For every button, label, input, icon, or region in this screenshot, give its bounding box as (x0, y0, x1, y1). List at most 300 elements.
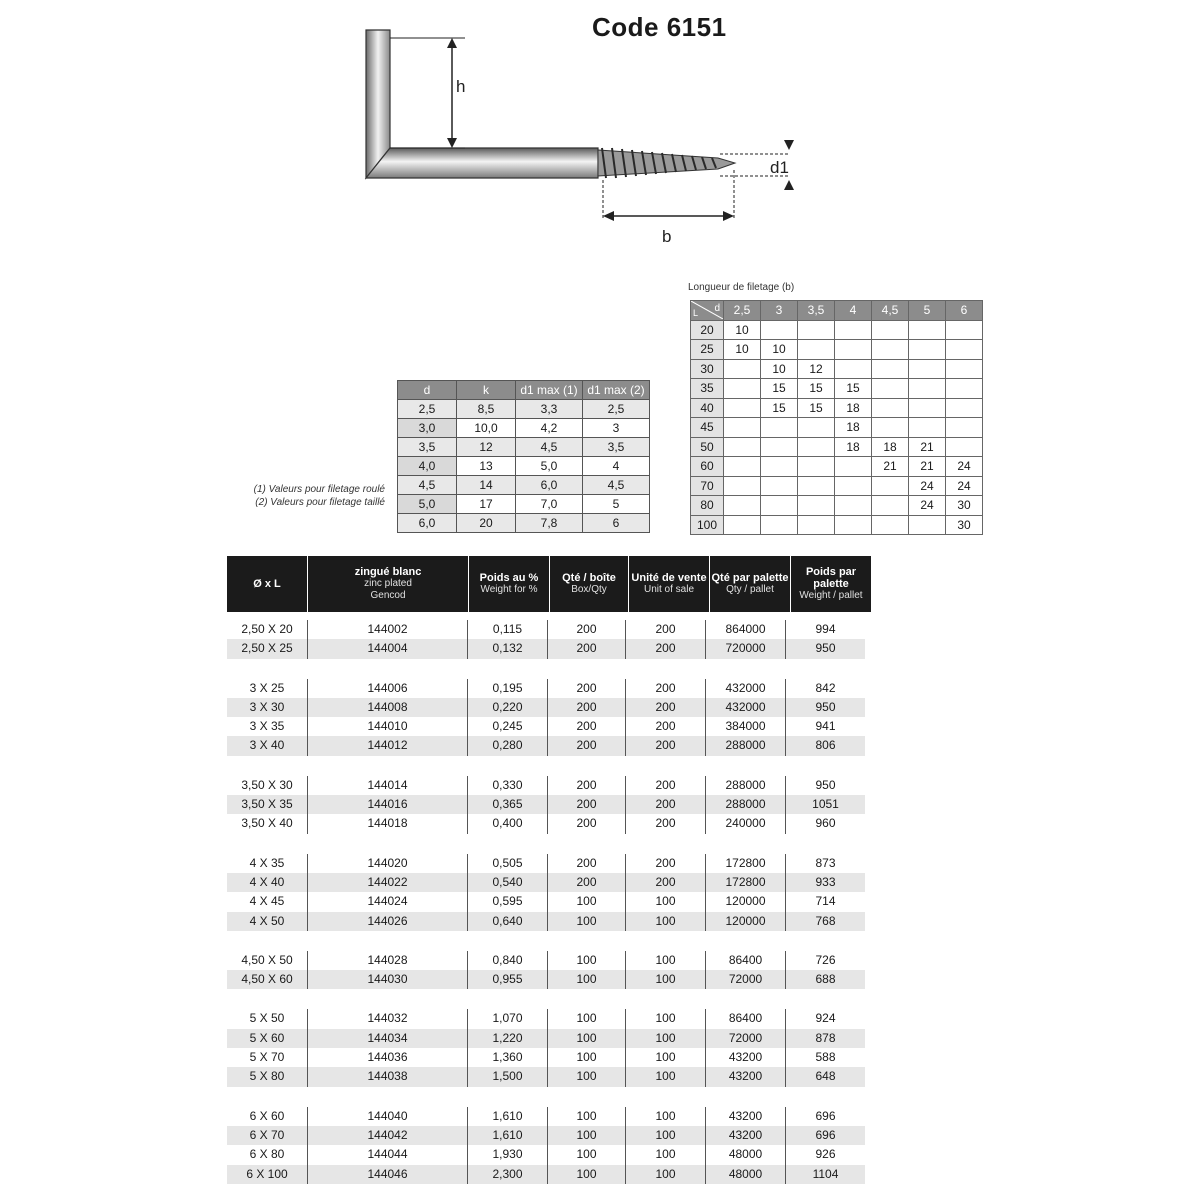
filetage-value-cell (724, 418, 761, 438)
filetage-value-cell: 12 (798, 359, 835, 379)
table-cell: 3 X 30 (249, 699, 285, 714)
table-row (227, 951, 865, 970)
label-h: h (456, 77, 466, 96)
product-table-header (227, 556, 871, 612)
table-cell: 720000 (705, 639, 785, 658)
table-cell: 6 X 60 (249, 1108, 285, 1123)
table-cell: 100 (547, 1107, 625, 1126)
table-cell: 100 (547, 1029, 625, 1048)
table-cell: 4,50 X 50 (241, 952, 293, 967)
filetage-value-cell (872, 340, 909, 360)
dk-cell: 4,5 (516, 438, 583, 457)
table-cell: 72000 (705, 1029, 785, 1048)
filetage-value-cell: 18 (835, 398, 872, 418)
filetage-header-cell: 3,5 (798, 301, 835, 321)
table-cell: 3 X 40 (249, 738, 285, 753)
filetage-length-cell: 30 (691, 359, 724, 379)
product-group (227, 1009, 865, 1086)
table-cell: 4 X 50 (249, 913, 285, 928)
dk-cell: 17 (457, 495, 516, 514)
filetage-length-cell: 100 (691, 515, 724, 535)
table-row (227, 679, 865, 698)
table-cell: 0,400 (467, 814, 547, 833)
table-cell: 0,280 (467, 736, 547, 755)
table-cell: 200 (547, 639, 625, 658)
filetage-header-cell: 5 (909, 301, 946, 321)
filetage-value-cell (872, 515, 909, 535)
filetage-value-cell: 18 (872, 437, 909, 457)
filetage-length-cell: 45 (691, 418, 724, 438)
table-cell: 878 (785, 1029, 865, 1048)
table-cell: 100 (547, 912, 625, 931)
filetage-value-cell: 10 (724, 320, 761, 340)
dk-cell: 5 (583, 495, 650, 514)
label-d1: d1 (770, 158, 789, 177)
filetage-value-cell (798, 340, 835, 360)
filetage-value-cell: 10 (761, 359, 798, 379)
filetage-header-cell: 4,5 (872, 301, 909, 321)
table-cell: 200 (625, 717, 705, 736)
filetage-length-cell: 25 (691, 340, 724, 360)
table-cell: 588 (785, 1048, 865, 1067)
filetage-row (691, 418, 983, 438)
table-cell: 43200 (705, 1067, 785, 1086)
table-row (227, 1067, 865, 1086)
filetage-length-cell: 80 (691, 496, 724, 516)
table-row (227, 776, 865, 795)
table-cell: 144018 (307, 814, 467, 833)
table-cell: 144016 (307, 795, 467, 814)
table-row (227, 736, 865, 755)
filetage-value-cell (946, 437, 983, 457)
table-cell: 933 (785, 873, 865, 892)
filetage-value-cell (761, 496, 798, 516)
screw-thread (598, 148, 735, 178)
page-title: Code 6151 (592, 12, 727, 42)
table-cell: 1,930 (467, 1145, 547, 1164)
table-cell: 144026 (307, 912, 467, 931)
dk-cell: 14 (457, 476, 516, 495)
filetage-row (691, 398, 983, 418)
table-cell: 200 (625, 620, 705, 639)
table-cell: 873 (785, 854, 865, 873)
filetage-value-cell (761, 437, 798, 457)
table-cell: 43200 (705, 1126, 785, 1145)
table-row (227, 620, 865, 639)
product-group (227, 679, 865, 756)
table-cell: 960 (785, 814, 865, 833)
table-cell: 240000 (705, 814, 785, 833)
table-row (227, 1145, 865, 1164)
header-sublabel: Qty / pallet (726, 584, 774, 595)
filetage-value-cell: 15 (835, 379, 872, 399)
filetage-value-cell: 24 (946, 476, 983, 496)
filetage-value-cell (798, 320, 835, 340)
header-sublabel: Box/Qty (571, 584, 607, 595)
filetage-row (691, 496, 983, 516)
table-row (227, 892, 865, 911)
table-cell: 0,540 (467, 873, 547, 892)
table-cell: 950 (785, 698, 865, 717)
filetage-row (691, 340, 983, 360)
hook-diagram (350, 20, 810, 260)
table-row (227, 873, 865, 892)
dk-header-cell: k (457, 381, 516, 400)
dk-header-cell: d1 max (2) (583, 381, 650, 400)
table-cell: 100 (625, 1067, 705, 1086)
table-cell: 100 (547, 1067, 625, 1086)
table-cell: 100 (547, 1165, 625, 1184)
table-cell: 200 (547, 854, 625, 873)
filetage-value-cell: 30 (946, 515, 983, 535)
table-cell: 384000 (705, 717, 785, 736)
table-cell: 100 (625, 1165, 705, 1184)
table-cell: 5 X 50 (249, 1011, 285, 1026)
filetage-value-cell (835, 457, 872, 477)
filetage-length-cell: 35 (691, 379, 724, 399)
table-row (227, 717, 865, 736)
table-cell: 0,840 (467, 951, 547, 970)
filetage-value-cell (946, 340, 983, 360)
dk-cell: 4 (583, 457, 650, 476)
filetage-value-cell (872, 496, 909, 516)
filetage-header-row (691, 301, 983, 321)
table-cell: 6 X 100 (246, 1166, 288, 1181)
table-cell: 200 (625, 639, 705, 658)
table-cell: 200 (625, 873, 705, 892)
dk-cell: 3,5 (398, 438, 457, 457)
table-cell: 200 (547, 620, 625, 639)
filetage-value-cell: 30 (946, 496, 983, 516)
filetage-table (690, 300, 983, 535)
filetage-value-cell (798, 515, 835, 535)
table-cell: 100 (547, 970, 625, 989)
table-cell: 842 (785, 679, 865, 698)
table-cell: 144030 (307, 970, 467, 989)
table-row (227, 698, 865, 717)
filetage-value-cell (946, 379, 983, 399)
filetage-value-cell (724, 476, 761, 496)
dk-cell: 5,0 (398, 495, 457, 514)
table-cell: 714 (785, 892, 865, 911)
dk-row (398, 419, 650, 438)
table-cell: 3,50 X 35 (241, 797, 293, 812)
dk-cell: 3,5 (583, 438, 650, 457)
filetage-value-cell: 21 (872, 457, 909, 477)
dk-table (397, 380, 650, 533)
table-cell: 2,50 X 25 (241, 641, 293, 656)
table-cell: 100 (625, 970, 705, 989)
filetage-value-cell: 21 (909, 457, 946, 477)
table-cell: 200 (625, 776, 705, 795)
filetage-value-cell (724, 457, 761, 477)
dk-cell: 4,2 (516, 419, 583, 438)
header-label: Qté / boîte (562, 572, 616, 584)
table-cell: 200 (547, 679, 625, 698)
dk-cell: 2,5 (583, 400, 650, 419)
table-cell: 144014 (307, 776, 467, 795)
product-group (227, 1107, 865, 1184)
filetage-value-cell: 24 (909, 496, 946, 516)
table-cell: 768 (785, 912, 865, 931)
table-cell: 994 (785, 620, 865, 639)
table-cell: 100 (625, 1107, 705, 1126)
filetage-value-cell (909, 515, 946, 535)
dk-row (398, 495, 650, 514)
filetage-value-cell: 18 (835, 418, 872, 438)
table-cell: 0,505 (467, 854, 547, 873)
table-row (227, 1009, 865, 1028)
dk-table-body (398, 400, 650, 533)
dk-cell: 7,8 (516, 514, 583, 533)
table-cell: 0,245 (467, 717, 547, 736)
filetage-value-cell (946, 398, 983, 418)
table-cell: 86400 (705, 1009, 785, 1028)
filetage-value-cell (798, 457, 835, 477)
dk-row (398, 514, 650, 533)
table-cell: 950 (785, 776, 865, 795)
table-cell: 1,070 (467, 1009, 547, 1028)
table-cell: 648 (785, 1067, 865, 1086)
filetage-length-cell: 60 (691, 457, 724, 477)
filetage-length-cell: 20 (691, 320, 724, 340)
filetage-value-cell (946, 418, 983, 438)
filetage-value-cell (835, 359, 872, 379)
table-cell: 200 (547, 795, 625, 814)
table-cell: 43200 (705, 1107, 785, 1126)
table-cell: 100 (547, 892, 625, 911)
filetage-value-cell (909, 398, 946, 418)
table-row (227, 854, 865, 873)
table-cell: 172800 (705, 873, 785, 892)
table-cell: 4 X 45 (249, 894, 285, 909)
filetage-corner-cell (691, 301, 724, 321)
filetage-value-cell (872, 359, 909, 379)
table-cell: 0,955 (467, 970, 547, 989)
product-table-body (227, 620, 865, 1204)
filetage-header-cell: 3 (761, 301, 798, 321)
header-weight-pallet (791, 556, 871, 612)
dk-cell: 8,5 (457, 400, 516, 419)
header-sublabel: Unit of sale (643, 584, 695, 595)
table-cell: 100 (625, 1029, 705, 1048)
table-cell: 1,610 (467, 1126, 547, 1145)
filetage-value-cell (872, 418, 909, 438)
filetage-value-cell (798, 437, 835, 457)
dk-row (398, 438, 650, 457)
filetage-value-cell (909, 359, 946, 379)
dk-cell: 3,3 (516, 400, 583, 419)
filetage-value-cell (798, 496, 835, 516)
filetage-value-cell: 24 (909, 476, 946, 496)
table-cell: 0,365 (467, 795, 547, 814)
header-label: Qté par palette (711, 572, 789, 584)
table-cell: 288000 (705, 776, 785, 795)
corner-label-d: d (714, 303, 720, 314)
filetage-value-cell: 15 (761, 379, 798, 399)
table-row (227, 1126, 865, 1145)
filetage-value-cell (761, 320, 798, 340)
filetage-value-cell (946, 320, 983, 340)
table-cell: 0,132 (467, 639, 547, 658)
table-cell: 43200 (705, 1048, 785, 1067)
table-cell: 1,610 (467, 1107, 547, 1126)
table-cell: 864000 (705, 620, 785, 639)
product-group (227, 854, 865, 931)
filetage-value-cell: 24 (946, 457, 983, 477)
table-cell: 926 (785, 1145, 865, 1164)
table-row (227, 1048, 865, 1067)
header-sublabel: Gencod (370, 590, 406, 601)
table-cell: 3 X 35 (249, 719, 285, 734)
table-cell: 288000 (705, 795, 785, 814)
filetage-header-cell: 4 (835, 301, 872, 321)
filetage-value-cell (835, 320, 872, 340)
header-qty-pallet (710, 556, 791, 612)
table-cell: 200 (547, 873, 625, 892)
header-sublabel: Weight / pallet (799, 590, 863, 601)
filetage-value-cell (835, 476, 872, 496)
filetage-row (691, 437, 983, 457)
filetage-value-cell (724, 515, 761, 535)
filetage-value-cell (872, 476, 909, 496)
table-cell: 144036 (307, 1048, 467, 1067)
table-cell: 200 (547, 776, 625, 795)
filetage-row (691, 457, 983, 477)
table-cell: 200 (625, 698, 705, 717)
dk-cell: 4,0 (398, 457, 457, 476)
table-cell: 144044 (307, 1145, 467, 1164)
filetage-value-cell: 15 (761, 398, 798, 418)
table-cell: 200 (625, 679, 705, 698)
filetage-value-cell (724, 496, 761, 516)
table-cell: 0,595 (467, 892, 547, 911)
dk-cell: 2,5 (398, 400, 457, 419)
table-cell: 86400 (705, 951, 785, 970)
filetage-value-cell: 15 (798, 398, 835, 418)
filetage-value-cell (872, 379, 909, 399)
table-row (227, 814, 865, 833)
table-cell: 432000 (705, 679, 785, 698)
filetage-value-cell (798, 418, 835, 438)
header-label: Poids au % (479, 572, 539, 584)
filetage-value-cell (835, 515, 872, 535)
table-cell: 1,220 (467, 1029, 547, 1048)
table-cell: 432000 (705, 698, 785, 717)
filetage-length-cell: 40 (691, 398, 724, 418)
table-cell: 6 X 80 (249, 1147, 285, 1162)
filetage-value-cell (724, 437, 761, 457)
table-cell: 0,640 (467, 912, 547, 931)
table-cell: 5 X 80 (249, 1069, 285, 1084)
filetage-value-cell: 10 (724, 340, 761, 360)
filetage-value-cell: 15 (798, 379, 835, 399)
table-cell: 144040 (307, 1107, 467, 1126)
dk-cell: 6,0 (516, 476, 583, 495)
dk-cell: 4,5 (398, 476, 457, 495)
header-unit-of-sale (629, 556, 710, 612)
table-cell: 2,50 X 20 (241, 622, 293, 636)
footnote-2: (2) Valeurs pour filetage taillé (255, 497, 385, 508)
product-group (227, 776, 865, 834)
filetage-value-cell (724, 379, 761, 399)
corner-label-l: L (693, 307, 699, 318)
table-cell: 100 (625, 1126, 705, 1145)
table-cell: 48000 (705, 1145, 785, 1164)
table-cell: 100 (547, 951, 625, 970)
table-cell: 144012 (307, 736, 467, 755)
dk-cell: 3 (583, 419, 650, 438)
table-cell: 100 (547, 1009, 625, 1028)
table-cell: 100 (547, 1145, 625, 1164)
table-cell: 200 (625, 814, 705, 833)
header-label: Poids par palette (805, 566, 857, 590)
table-cell: 100 (547, 1048, 625, 1067)
table-cell: 100 (547, 1126, 625, 1145)
filetage-row (691, 515, 983, 535)
table-cell: 1,500 (467, 1067, 547, 1086)
footnote-1: (1) Valeurs pour filetage roulé (253, 484, 385, 495)
dk-cell: 5,0 (516, 457, 583, 476)
table-cell: 144020 (307, 854, 467, 873)
filetage-value-cell (798, 476, 835, 496)
table-row (227, 639, 865, 658)
filetage-value-cell (835, 340, 872, 360)
table-cell: 1104 (785, 1165, 865, 1184)
filetage-value-cell (909, 418, 946, 438)
table-cell: 172800 (705, 854, 785, 873)
filetage-value-cell (761, 515, 798, 535)
filetage-length-cell: 50 (691, 437, 724, 457)
dk-cell: 13 (457, 457, 516, 476)
filetage-value-cell (761, 418, 798, 438)
table-cell: 100 (625, 892, 705, 911)
table-cell: 3,50 X 30 (241, 777, 293, 792)
filetage-value-cell (724, 359, 761, 379)
dk-cell: 20 (457, 514, 516, 533)
table-cell: 144004 (307, 639, 467, 658)
filetage-value-cell (835, 496, 872, 516)
table-cell: 144028 (307, 951, 467, 970)
filetage-value-cell (909, 340, 946, 360)
dk-cell: 10,0 (457, 419, 516, 438)
table-row (227, 1165, 865, 1184)
table-cell: 144042 (307, 1126, 467, 1145)
table-cell: 200 (547, 814, 625, 833)
dk-cell: 3,0 (398, 419, 457, 438)
table-cell: 696 (785, 1107, 865, 1126)
table-cell: 144006 (307, 679, 467, 698)
table-row (227, 1107, 865, 1126)
filetage-row (691, 359, 983, 379)
dk-cell: 4,5 (583, 476, 650, 495)
table-cell: 2,300 (467, 1165, 547, 1184)
table-cell: 0,115 (467, 620, 547, 639)
filetage-value-cell (909, 379, 946, 399)
dk-header-cell: d1 max (1) (516, 381, 583, 400)
table-cell: 100 (625, 1009, 705, 1028)
table-cell: 144038 (307, 1067, 467, 1086)
filetage-value-cell: 18 (835, 437, 872, 457)
filetage-length-cell: 70 (691, 476, 724, 496)
dk-header-cell: d (398, 381, 457, 400)
filetage-row (691, 379, 983, 399)
table-cell: 120000 (705, 892, 785, 911)
table-cell: 4 X 35 (249, 855, 285, 870)
table-cell: 100 (625, 951, 705, 970)
header-label: Ø x L (253, 578, 281, 590)
table-row (227, 1029, 865, 1048)
